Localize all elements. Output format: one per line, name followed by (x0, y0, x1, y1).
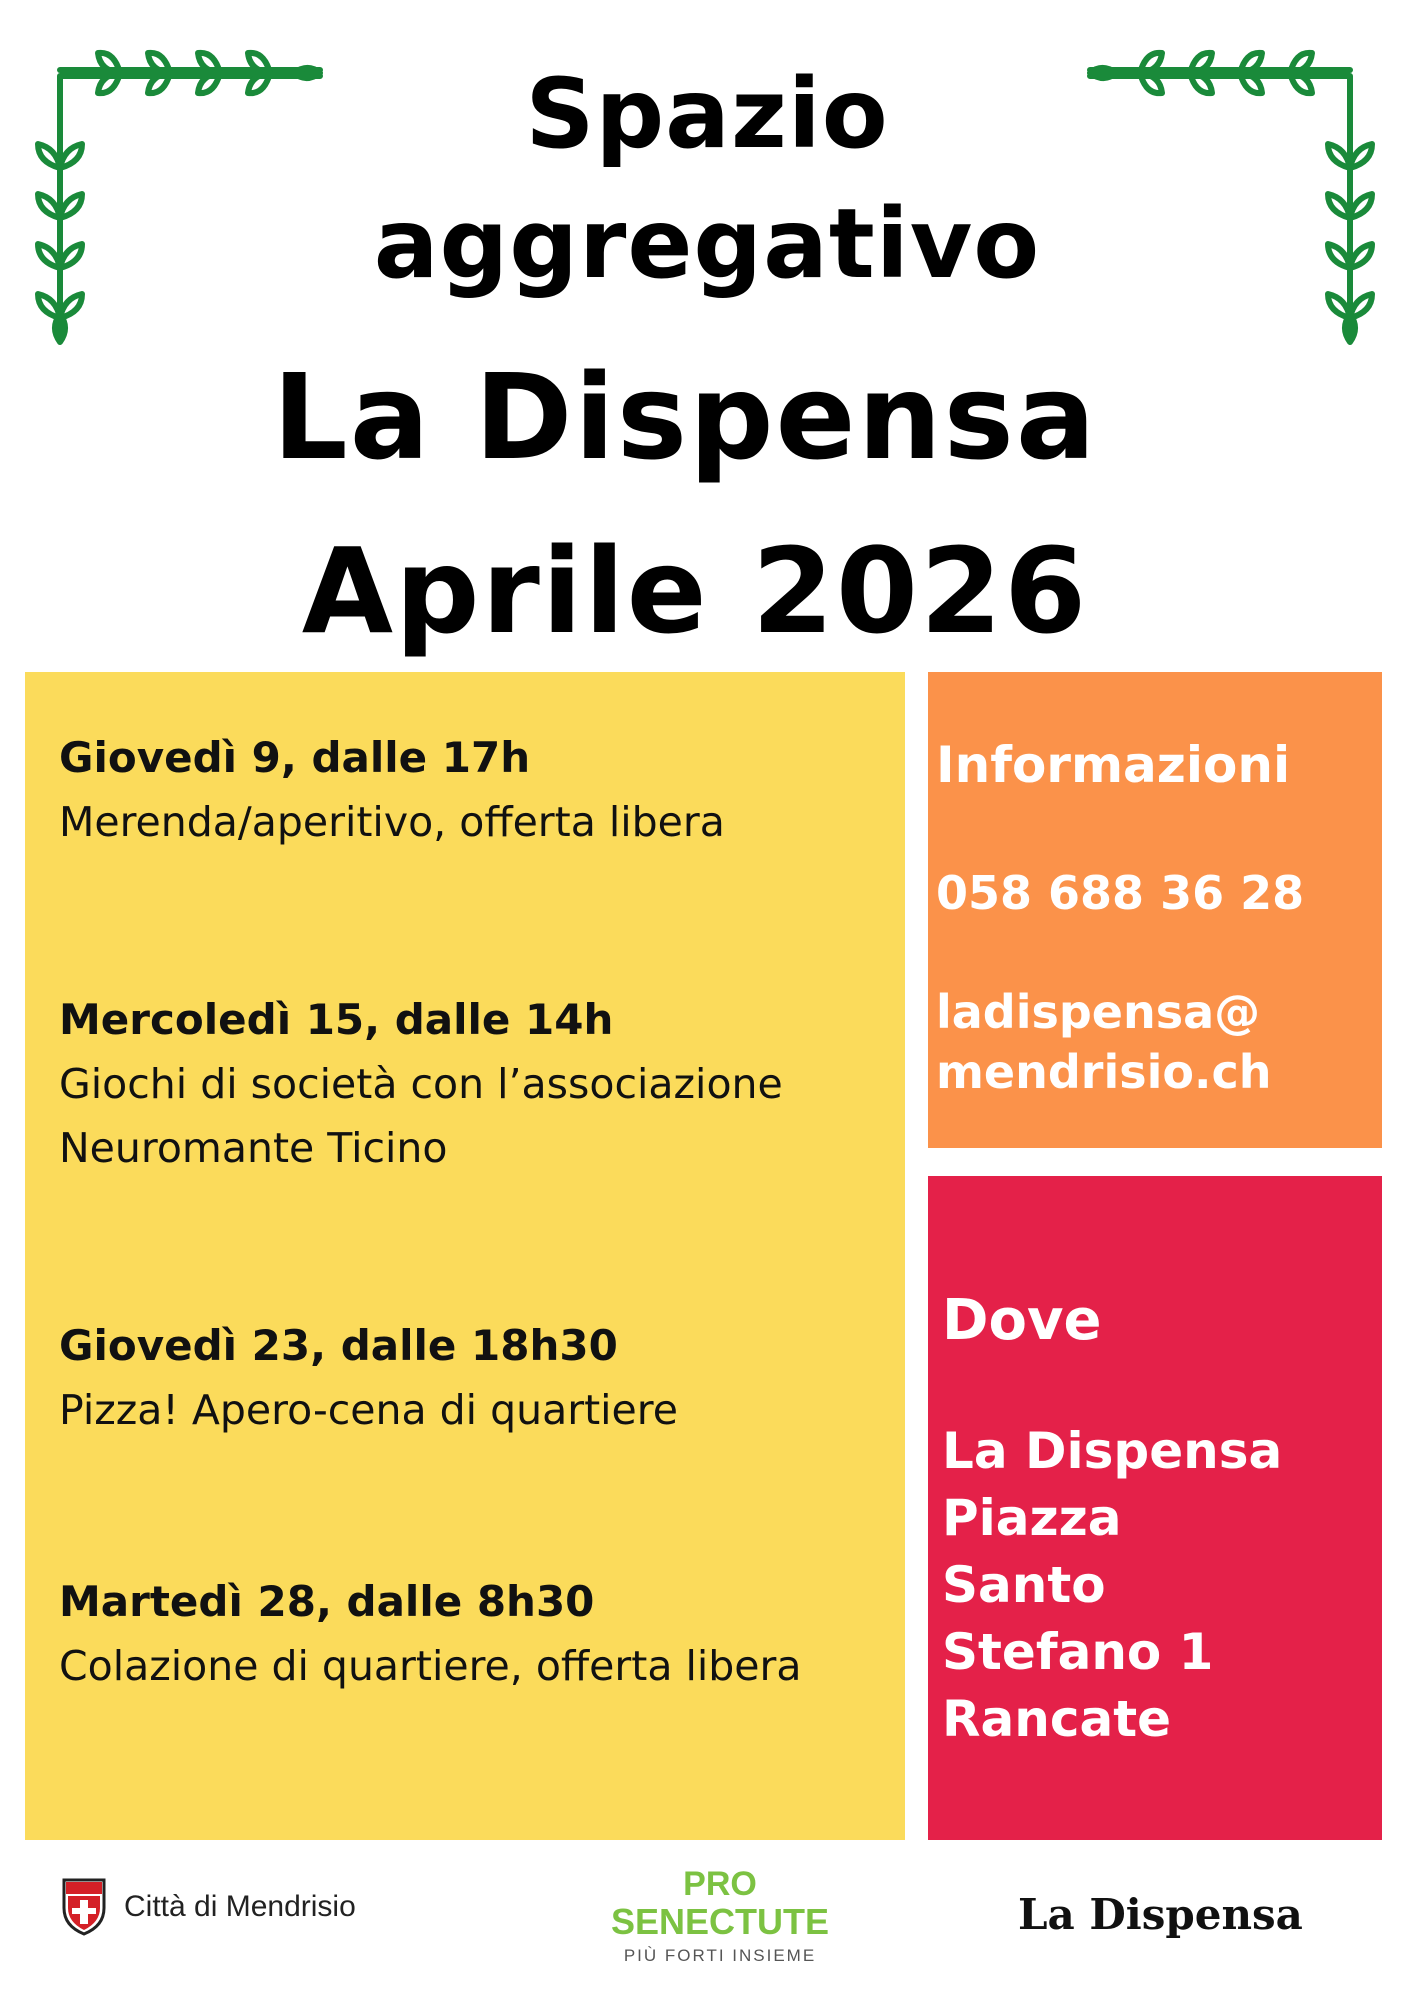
info-title: Informazioni (936, 736, 1291, 794)
phone-number: 058 688 36 28 (936, 866, 1305, 920)
title-line-4: Aprile 2026 (301, 522, 1089, 660)
pro-senectute-line-2: SENECTUTE (610, 1901, 830, 1942)
event-date: Giovedì 9, dalle 17h (59, 733, 531, 782)
location-title: Dove (942, 1288, 1102, 1353)
title-line-2: aggregativo (373, 188, 1041, 300)
la-dispensa-logo: La Dispensa (1018, 1890, 1303, 1939)
event-description: Giochi di società con l’associazione Neuromante Ticino (59, 1060, 783, 1172)
event-date: Mercoledì 15, dalle 14h (59, 995, 614, 1044)
location-address: La Dispensa Piazza Santo Stefano 1 Rancate (942, 1422, 1283, 1748)
event-item (59, 988, 889, 1180)
email-address (936, 982, 1272, 1102)
pro-senectute-logo (590, 1866, 850, 1966)
footer-logos (0, 1850, 1414, 2000)
event-date: Martedì 28, dalle 8h30 (59, 1577, 595, 1626)
email-line-2: mendrisio.ch (936, 1045, 1272, 1099)
pro-senectute-tagline: PIÙ FORTI INSIEME (623, 1946, 817, 1965)
mendrisio-logo (62, 1878, 356, 1936)
event-item (59, 1314, 889, 1442)
event-description: Colazione di quartiere, offerta libera (59, 1642, 802, 1690)
event-description: Merenda/aperitivo, offerta libera (59, 798, 725, 846)
event-item (59, 1570, 889, 1698)
event-date: Giovedì 23, dalle 18h30 (59, 1321, 618, 1370)
email-line-1: ladispensa@ (936, 985, 1261, 1039)
events-panel (25, 672, 905, 1840)
city-name: Città di Mendrisio (124, 1890, 356, 1923)
title-line-3: La Dispensa (272, 348, 1098, 486)
event-description: Pizza! Apero-cena di quartiere (59, 1386, 678, 1434)
event-item (59, 726, 889, 854)
info-panel (928, 672, 1382, 1148)
location-panel (928, 1176, 1382, 1840)
mendrisio-shield-icon (62, 1878, 106, 1936)
title-line-1: Spazio (525, 58, 889, 170)
pro-senectute-line-1: PRO (683, 1865, 757, 1903)
